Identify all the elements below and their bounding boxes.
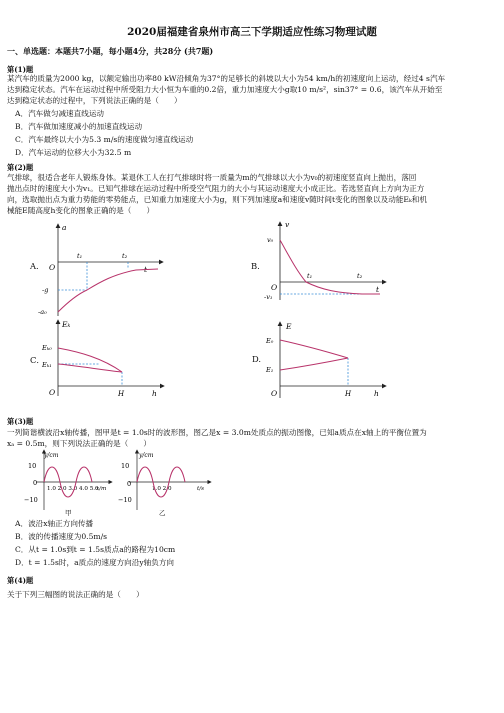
graph-b-velocity-time xyxy=(262,218,392,303)
graph-c-kinetic-energy-height xyxy=(40,316,170,401)
question-1-line: 某汽车的质量为2000 kg，以额定输出功率80 kW沿倾角为37°的足够长的斜坡以大小为54 km/h的初速度向上运动，经过4 s汽车 xyxy=(7,74,446,83)
graph-b-letter: B. xyxy=(251,261,260,271)
tick-neg-a0: -a₀ xyxy=(38,308,47,316)
svg-text:t₁: t₁ xyxy=(307,272,313,280)
question-3-header: 第(3)题 xyxy=(7,417,34,426)
svg-text:1.0 2.0 3.0 4.0 5.0: 1.0 2.0 3.0 4.0 5.0 xyxy=(47,486,99,492)
question-3-option-c: C．从t = 1.0s到t = 1.5s质点a的路程为10cm xyxy=(15,545,176,554)
graph-a-letter: A. xyxy=(30,261,39,271)
tick-t1: t₁ xyxy=(77,252,83,260)
svg-text:h: h xyxy=(152,389,157,398)
question-1-option-b: B．汽车做加速度减小的加速直线运动 xyxy=(15,122,143,131)
tick-neg-g: -g xyxy=(42,286,49,294)
svg-text:0: 0 xyxy=(127,480,132,488)
vibration-graph-yi xyxy=(115,448,215,518)
svg-text:Eₖ₁: Eₖ₁ xyxy=(42,361,52,369)
svg-text:10: 10 xyxy=(28,462,37,470)
axis-label: a xyxy=(62,223,67,232)
question-4-line: 关于下列三幅图的说法正确的是（ ） xyxy=(7,590,144,599)
svg-text:y/cm: y/cm xyxy=(44,452,59,459)
question-1-line: 达到稳定状态。汽车在运动过程中所受阻力大小恒为车重的0.2倍，重力加速度大小g取10 m/s²，sin37° = 0.6，该汽车从开始至 xyxy=(7,85,443,94)
question-3-option-d: D．t = 1.5s时，a质点的速度方向沿y轴负方向 xyxy=(15,558,175,567)
graph-d-mechanical-energy-height xyxy=(262,318,392,403)
svg-text:t₂: t₂ xyxy=(357,272,363,280)
question-2-line: 向，选取抛出点为重力势能的零势能点，已知重力加速度大小为g，则下列加速度a和速度v随时间t变化的图象以及动能Eₖ和机 xyxy=(7,195,427,204)
graph-c-letter: C． xyxy=(30,355,45,365)
question-3-line: xₐ = 0.5m，则下列说法正确的是（ ） xyxy=(7,439,151,448)
section-header: 一、单选题：本题共7小题，每小题4分，共28分 (共7题) xyxy=(7,46,214,56)
svg-text:H: H xyxy=(118,390,125,398)
svg-text:Eₖ₀: Eₖ₀ xyxy=(42,344,52,352)
svg-text:h: h xyxy=(374,389,379,398)
graph-d-letter: D. xyxy=(252,354,262,364)
axis-label: t xyxy=(144,265,148,274)
wave-graph-jia xyxy=(8,448,118,518)
svg-text:O: O xyxy=(271,283,278,292)
svg-text:v₀: v₀ xyxy=(267,236,274,244)
question-4-header: 第(4)题 xyxy=(7,576,34,585)
svg-text:0: 0 xyxy=(33,479,38,487)
question-2-line: 气排球，很适合老年人锻炼身体。某退休工人在打气排球时将一质量为m的气排球以大小为v₀的初速度竖直向上抛出，落回 xyxy=(7,173,417,182)
graph-a-acceleration-time xyxy=(38,220,168,320)
svg-text:O: O xyxy=(271,389,278,398)
question-1-header: 第(1)题 xyxy=(7,65,34,74)
doc-title: 2020届福建省泉州市高三下学期适应性练习物理试题 xyxy=(127,26,377,38)
svg-text:E₀: E₀ xyxy=(266,337,274,345)
svg-text:E: E xyxy=(286,322,292,331)
svg-text:10: 10 xyxy=(121,462,130,470)
svg-text:E₁: E₁ xyxy=(266,366,274,374)
svg-text:y/cm: y/cm xyxy=(139,452,154,459)
question-1-line: 达到稳定状态的过程中，下列说法正确的是（ ） xyxy=(7,96,182,105)
question-1-option-a: A．汽车做匀减速直线运动 xyxy=(15,109,105,118)
svg-text:t/s: t/s xyxy=(197,486,205,492)
svg-text:O: O xyxy=(49,388,56,397)
question-3-option-b: B．波的传播速度为0.5m/s xyxy=(15,532,108,541)
question-3-option-a: A．波沿x轴正方向传播 xyxy=(15,519,94,528)
question-1-option-d: D．汽车运动的位移大小为32.5 m xyxy=(15,148,132,157)
svg-text:H: H xyxy=(345,390,352,398)
svg-text:1.0 2.0: 1.0 2.0 xyxy=(152,486,172,492)
svg-text:x/m: x/m xyxy=(96,486,107,492)
svg-text:甲: 甲 xyxy=(65,509,72,517)
svg-text:t: t xyxy=(376,285,380,294)
question-1-option-c: C．汽车最终以大小为5.3 m/s的速度做匀速直线运动 xyxy=(15,135,194,144)
svg-text:乙: 乙 xyxy=(159,509,166,517)
svg-text:-v₁: -v₁ xyxy=(264,293,273,301)
svg-text:Eₖ: Eₖ xyxy=(62,320,71,329)
svg-text:−10: −10 xyxy=(24,496,38,504)
question-2-header: 第(2)题 xyxy=(7,163,34,172)
tick-t2: t₂ xyxy=(122,252,128,260)
question-2-line: 抛出点时的速度大小为v₁。已知气排球在运动过程中所受空气阻力的大小与其运动速度大小成正比。若选竖直向上方向为正方 xyxy=(7,184,425,193)
svg-text:−10: −10 xyxy=(118,496,132,504)
svg-text:v: v xyxy=(285,220,290,229)
question-3-line: 一列简谐横波沿x轴传播，图甲是t = 1.0s时的波形图，图乙是x = 3.0m处质点的振动图像，已知a质点在x轴上的平衡位置为 xyxy=(7,428,427,437)
origin-label: O xyxy=(49,263,56,272)
question-2-line: 械能E随高度h变化的图象正确的是（ ） xyxy=(7,206,155,215)
